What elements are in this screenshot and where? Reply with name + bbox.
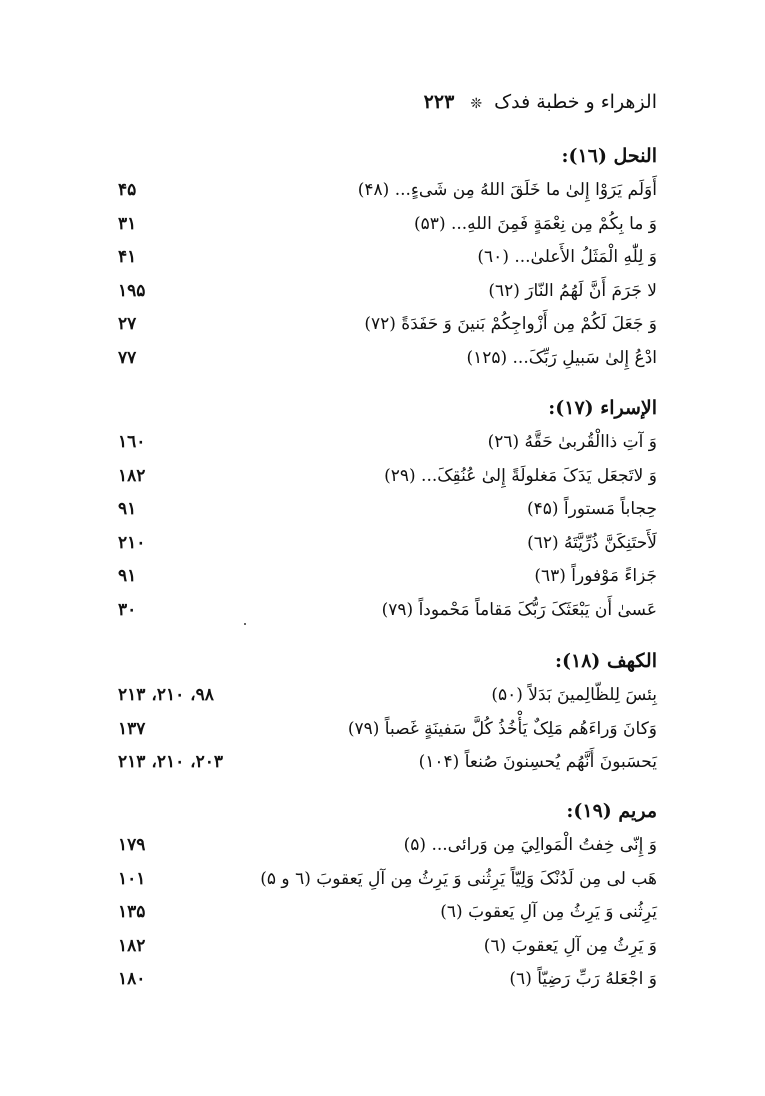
section-title: الإسراء (۱۷):: [548, 397, 657, 419]
page-reference: ۴۱: [118, 247, 137, 267]
page-reference: ۳۰: [118, 599, 137, 620]
index-row: [108, 864, 657, 898]
index-row: [108, 897, 657, 931]
index-row: [108, 494, 657, 528]
index-row: [108, 964, 657, 998]
section-maryam: [108, 796, 657, 998]
verse-text: يَحسَبونَ أَنَّهُم يُحسِنونَ صُنعاً (۱۰۴): [418, 752, 657, 772]
page-reference: ۱٦۰: [118, 432, 146, 452]
page-reference: ۳۱: [118, 213, 137, 234]
index-row: [108, 747, 657, 781]
page-reference: ۲۱۰: [118, 532, 146, 553]
page-reference: ۱۸۲: [118, 935, 146, 956]
page-reference: ۱۷۹: [118, 835, 146, 855]
page-reference: ۹۱: [118, 566, 137, 586]
index-row: [108, 427, 657, 461]
index-row: [108, 343, 657, 377]
verse-text: يَرِثُنى وَ يَرِثُ مِن آلِ يَعقوبَ (٦): [440, 902, 657, 922]
page-reference: ۹۸، ۲۱۰، ۲۱۳: [118, 685, 214, 705]
verse-text: وَ ما بِكُمْ مِن نِعْمَةٍ فَمِنَ اللهِ... (۵۳): [414, 213, 657, 234]
index-row: [108, 528, 657, 562]
index-row: [108, 830, 657, 864]
index-row: [108, 175, 657, 209]
verse-text: جَزاءً مَوْفوراً (٦۳): [534, 566, 657, 586]
page-reference: ۹۱: [118, 499, 137, 519]
page-reference: ۱۸۰: [118, 969, 146, 989]
section-title: النحل (۱٦):: [561, 145, 657, 167]
page-reference: ۴۵: [118, 180, 137, 200]
verse-text: وَ جَعَلَ لَكُمْ مِن أَزْواجِكُمْ بَنينَ وَ حَفَدَةً (۷۲): [364, 314, 657, 334]
page-reference: ۱۳۷: [118, 718, 146, 739]
index-row: [108, 242, 657, 276]
index-row: [108, 309, 657, 343]
verse-text: عَسىٰ أَن يَبْعَثَکَ رَبُّکَ مَقاماً مَحْموداً (۷۹): [381, 599, 657, 620]
index-row: [108, 595, 657, 629]
verse-text: حِجاباً مَستوراً (۴۵): [526, 499, 657, 519]
index-row: [108, 931, 657, 965]
page-reference: ۲۰۳، ۲۱۰، ۲۱۳: [118, 752, 224, 772]
running-header: [424, 88, 657, 118]
ornament-separator: ❊: [470, 96, 483, 112]
index-row: [108, 209, 657, 243]
verse-text: هَب لى مِن لَدُنْکَ وَلِيّاً يَرِثُنى وَ يَرِثُ مِن آلِ يَعقوبَ (٦ و ۵): [260, 868, 657, 889]
verse-text: وَ اجْعَلهُ رَبِّ رَضِيّاً (٦): [509, 969, 657, 989]
section-nahl: [108, 141, 657, 376]
verse-text: لَأَحتَنِكَنَّ ذُرِّيَّتَهُ (٦۲): [527, 532, 657, 553]
index-row: [108, 680, 657, 714]
page-reference: ۱۸۲: [118, 465, 146, 486]
verse-text: ادْعُ إِلىٰ سَبيلِ رَبِّکَ... (۱۲۵): [466, 347, 657, 368]
verse-text: وَ آتِ ذاالْقُربىٰ حَقَّهُ (۲٦): [487, 432, 657, 452]
stray-mark: [244, 623, 246, 625]
verse-text: وَ لاتَجعَل يَدَکَ مَغلولَةً إِلىٰ عُنُقِکَ... (۲۹): [384, 465, 657, 486]
page-number: ۲۲۳: [423, 91, 455, 113]
verse-text: وَ يَرِثُ مِن آلِ يَعقوبَ (٦): [483, 935, 657, 956]
verse-text: وَكانَ وَراءَهُم مَلِکٌ يَأْخُذُ كُلَّ سَفينَةٍ غَصباً (۷۹): [347, 718, 657, 739]
page-reference: ۱۳۵: [118, 902, 146, 922]
verse-text: أَوَلَم يَرَوْا إِلىٰ ما خَلَقَ اللهُ مِن شَىءٍ... (۴۸): [357, 180, 657, 200]
page-reference: ۱۰۱: [118, 868, 146, 889]
index-row: [108, 461, 657, 495]
section-title: الكهف (۱۸):: [554, 650, 657, 672]
page-reference: ۷۷: [118, 347, 137, 368]
section-title: مريم (۱۹):: [566, 800, 657, 822]
index-row: [108, 276, 657, 310]
verse-text: وَ إِنّى خِفتُ الْمَوالِيَ مِن وَرائى... (۵): [403, 835, 657, 855]
verse-text: وَ لِلّٰهِ الْمَثَلُ الأَعلىٰ... (٦۰): [477, 247, 657, 267]
page-reference: ۱۹۵: [118, 280, 146, 301]
index-row: [108, 714, 657, 748]
page-reference: ۲۷: [118, 314, 137, 334]
section-kahf: [108, 646, 657, 781]
verse-text: لا جَرَمَ أَنَّ لَهُمُ النّارَ (٦۲): [488, 280, 657, 301]
header-title: الزهراء و خطبة فدک: [494, 91, 657, 113]
verse-text: بِئسَ لِلظّالِمينَ بَدَلاً (۵۰): [491, 685, 657, 705]
index-row: [108, 561, 657, 595]
section-isra: [108, 393, 657, 628]
